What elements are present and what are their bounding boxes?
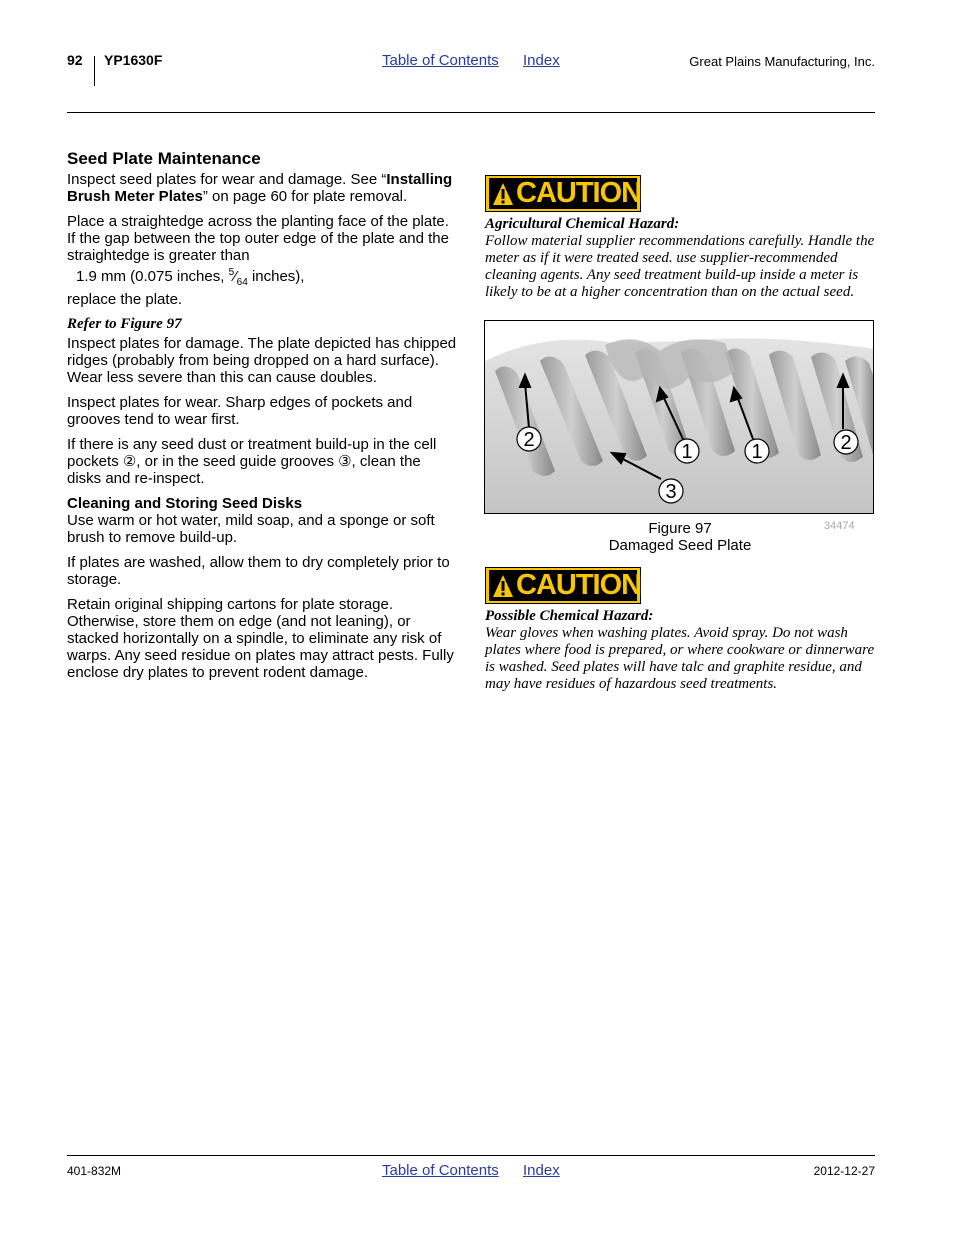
footer-toc-link[interactable]: Table of Contents [382,1162,499,1179]
figure-id: 34474 [824,520,855,532]
paragraph-wear: Inspect plates for wear. Sharp edges of pockets and grooves tend to wear first. [67,394,413,428]
company-name: Great Plains Manufacturing, Inc. [689,54,875,69]
p1-text-a: Inspect seed plates for wear and damage. See “ [67,171,387,188]
fraction-numerator: 5 [228,267,235,278]
paragraph-buildup: If there is any seed dust or treatment build-up in the cell pockets ②, or in the seed guide grooves ③, clean the disks and re-inspect. [67,436,437,487]
warning-triangle-icon [492,181,514,207]
paragraph-damage: Inspect plates for damage. The plate depicted has chipped ridges (probably from being dropped on a hard surface). Wear less severe than this can cause doubles. [67,335,457,386]
paragraph-drying: If plates are washed, allow them to dry completely prior to storage. [67,554,450,588]
p1-text-c: ” on page 60 for plate removal. [202,188,408,205]
seed-plate-figure [484,320,874,514]
hazard-text: Follow material supplier recommendations carefully. Handle the meter as if it were treated seed. use supplier-recommended cleaning agents. Any seed treatment build-up inside a meter is likely to be at a higher concentration than on the actual seed. [485,233,875,300]
p2-text-d: replace the plate. [67,291,183,308]
callout-label: 3 [665,481,677,503]
caution-word: CAUTION [516,177,642,209]
p2-text-a: Place a straightedge across the planting face of the plate. If the gap between the top outer edge of the plate and the straightedge is greater than [67,213,449,264]
cross-reference: Installing Brush Meter Plates [67,171,453,205]
header-rule [67,112,875,113]
subsection-title: Cleaning and Storing Seed Disks [67,495,303,512]
footer-rule [67,1155,875,1156]
header-index-link[interactable]: Index [523,52,560,69]
caution-label-2 [485,567,641,604]
left-column [67,150,459,689]
footer-index-link[interactable]: Index [523,1162,560,1179]
paragraph-cleaning: Use warm or hot water, mild soap, and a sponge or soft brush to remove build-up. [67,512,435,546]
callout-label: 1 [751,441,763,463]
section-title: Seed Plate Maintenance [67,149,261,168]
hazard-block-2 [485,608,875,693]
document-date: 2012-12-27 [813,1164,875,1178]
caution-label-1 [485,175,641,212]
p2-text-b: 1.9 mm (0.075 inches, [76,268,229,285]
figure-reference: Refer to Figure 97 [67,316,182,332]
figure-caption-title: Damaged Seed Plate [608,537,752,554]
document-number: 401-832M [67,1164,122,1178]
hazard-title: Agricultural Chemical Hazard: [485,216,680,232]
callout-label: 2 [840,432,852,454]
paragraph-inspect-plates [67,171,459,205]
callout-label: 2 [523,429,535,451]
warning-triangle-icon [492,573,514,599]
header-toc-link[interactable]: Table of Contents [382,52,499,69]
fraction-denominator: 64 [236,277,248,288]
hazard-text: Wear gloves when washing plates. Avoid spray. Do not wash plates where food is prepared, or where cookware or dinnerware is washed. Seed plates will have talc and graphite residue, and may have residues of hazardous seed treatments. [485,625,875,692]
header-divider [94,56,95,86]
page-number: 92 [67,52,83,68]
paragraph-storage: Retain original shipping cartons for plate storage. Otherwise, store them on edge (and not leaning), or stacked horizontally on a spindle, to eliminate any risk of warps. Any seed residue on plates may attract pests. Fully enclose dry plates to prevent rodent damage. [67,596,454,681]
caution-word: CAUTION [516,569,642,601]
paragraph-straightedge: Place a straightedge across the planting face of the plate. If the gap between the top outer edge of the plate and the straightedge is greater than 1.9 mm (0.075 inches, $^5⁄_{64}$ inches), replace the plate. [67,213,449,308]
figure-caption-number: Figure 97 [648,520,712,537]
callout-label: 1 [681,441,693,463]
hazard-block-1 [485,216,875,301]
p2-text-c: inches), [247,268,305,285]
hazard-title: Possible Chemical Hazard: [485,608,654,624]
model-name: YP1630F [104,52,163,68]
